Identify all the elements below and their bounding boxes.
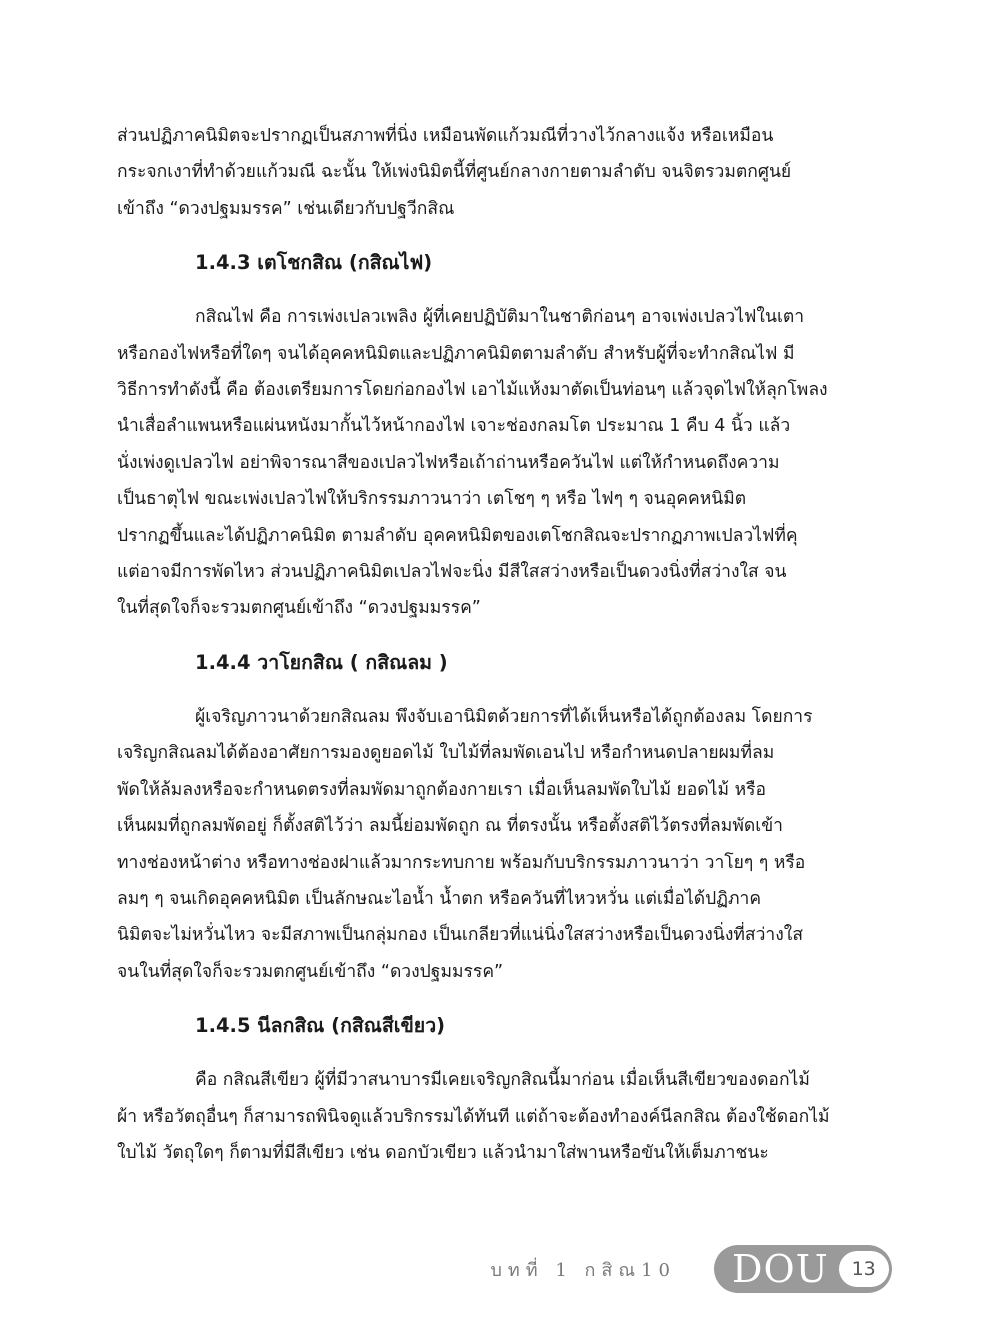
text-line: แต่อาจมีการพัดไหว ส่วนปฏิภาคนิมิตเปลวไฟจะนิ่ง มีสีใสสว่างหรือเป็นดวงนิ่งที่สว่างใส จน [117, 562, 787, 583]
text-line: พัดให้ล้มลงหรือจะกำหนดตรงที่ลมพัดมาถูกต้องกายเรา เมื่อเห็นลมพัดใบไม้ ยอดไม้ หรือ [117, 779, 767, 800]
text-line: เจริญกสิณลมได้ต้องอาศัยการมองดูยอดไม้ ใบไม้ที่ลมพัดเอนไป หรือกำหนดปลายผมที่ลม [117, 743, 775, 764]
section-heading-1-4-5: 1.4.5 นีลกสิณ (กสิณสีเขียว) [195, 1014, 446, 1038]
intro-paragraph [117, 118, 895, 227]
dou-badge [714, 1245, 892, 1293]
text-line: นิมิตจะไม่หวั่นไหว จะมีสภาพเป็นกลุ่มกอง เป็นเกลียวที่แน่นิ่งใสสว่างหรือเป็นดวงนิ่งที่สว่างใส [117, 925, 804, 946]
page-content [117, 118, 895, 1171]
dou-logo: DOU [732, 1247, 829, 1291]
section-heading-1-4-4: 1.4.4 วาโยกสิณ ( กสิณลม ) [195, 650, 448, 674]
section-1-4-4-paragraph [117, 699, 895, 990]
text-line: เป็นธาตุไฟ ขณะเพ่งเปลวไฟให้บริกรรมภาวนาว่า เตโชๆ ๆ หรือ ไฟๆ ๆ จนอุคคหนิมิต [117, 489, 747, 510]
text-line: ผู้เจริญภาวนาด้วยกสิณลม พึงจับเอานิมิตด้วยการที่ได้เห็นหรือได้ถูกต้องลม โดยการ [195, 706, 813, 727]
text-line: เห็นผมที่ถูกลมพัดอยู่ ก็ตั้งสติไว้ว่า ลมนี้ย่อมพัดถูก ณ ที่ตรงนั้น หรือตั้งสติไว้ตรงที่ลมพัดเข้า [117, 816, 783, 837]
section-1-4-3-paragraph [117, 299, 895, 627]
text-line: กระจกเงาที่ทำด้วยแก้วมณี ฉะนั้น ให้เพ่งนิมิตนี้ที่ศูนย์กลางกายตามลำดับ จนจิตรวมตกศูนย์ [117, 162, 792, 183]
text-line: ลมๆ ๆ จนเกิดอุคคหนิมิต เป็นลักษณะไอน้ำ น้ำตก หรือควันที่ไหวหวั่น แต่เมื่อได้ปฏิภาค [117, 888, 762, 909]
page-footer [490, 1243, 892, 1295]
text-line: คือ กสิณสีเขียว ผู้ที่มีวาสนาบารมีเคยเจริญกสิณนี้มาก่อน เมื่อเห็นสีเขียวของดอกไม้ [195, 1070, 810, 1091]
text-line: ปรากฏขึ้นและได้ปฏิภาคนิมิต ตามลำดับ อุคคหนิมิตของเตโชกสิณจะปรากฏภาพเปลวไฟที่คุ [117, 525, 798, 546]
text-line: เข้าถึง “ดวงปฐมมรรค” เช่นเดียวกับปฐวีกสิณ [117, 198, 455, 219]
text-line: ผ้า หรือวัตถุอื่นๆ ก็สามารถพินิจดูแล้วบริกรรมได้ทันที แต่ถ้าจะต้องทำองค์นีลกสิณ ต้องใช้ดอกไม้ [117, 1106, 830, 1127]
text-line: กสิณไฟ คือ การเพ่งเปลวเพลิง ผู้ที่เคยปฏิบัติมาในชาติก่อนๆ อาจเพ่งเปลวไฟในเตา [195, 307, 805, 328]
text-line: ในที่สุดใจก็จะรวมตกศูนย์เข้าถึง “ดวงปฐมมรรค” [117, 598, 481, 619]
text-line: ทางช่องหน้าต่าง หรือทางช่องฝาแล้วมากระทบกาย พร้อมกับบริกรรมภาวนาว่า วาโยๆ ๆ หรือ [117, 852, 806, 873]
text-line: หรือกองไฟหรือที่ใดๆ จนได้อุคคหนิมิตและปฏิภาคนิมิตตามลำดับ สำหรับผู้ที่จะทำกสิณไฟ มี [117, 343, 795, 364]
section-1-4-5-paragraph [117, 1062, 895, 1171]
text-line: จนในที่สุดใจก็จะรวมตกศูนย์เข้าถึง “ดวงปฐมมรรค” [117, 961, 504, 982]
text-line: วิธีการทำดังนี้ คือ ต้องเตรียมการโดยก่อกองไฟ เอาไม้แห้งมาตัดเป็นท่อนๆ แล้วจุดไฟให้ลุกโพลง [117, 380, 828, 401]
page-number: 13 [839, 1251, 889, 1287]
text-line: ใบไม้ วัตถุใดๆ ก็ตามที่มีสีเขียว เช่น ดอกบัวเขียว แล้วนำมาใส่พานหรือขันให้เต็มภาชนะ [117, 1142, 769, 1163]
section-heading-1-4-3: 1.4.3 เตโชกสิณ (กสิณไฟ) [195, 251, 433, 275]
text-line: นั่งเพ่งดูเปลวไฟ อย่าพิจารณาสีของเปลวไฟหรือเถ้าถ่านหรือควันไฟ แต่ให้กำหนดถึงความ [117, 452, 780, 473]
text-line: ส่วนปฏิภาคนิมิตจะปรากฏเป็นสภาพที่นิ่ง เหมือนพัดแก้วมณีที่วางไว้กลางแจ้ง หรือเหมือน [117, 126, 774, 146]
text-line: นำเสื่อลำแพนหรือแผ่นหนังมากั้นไว้หน้ากองไฟ เจาะช่องกลมโต ประมาณ 1 คืบ 4 นิ้ว แล้ว [117, 416, 791, 437]
footer-chapter-title: บทที่ 1 กสิณ10 [490, 1259, 676, 1281]
